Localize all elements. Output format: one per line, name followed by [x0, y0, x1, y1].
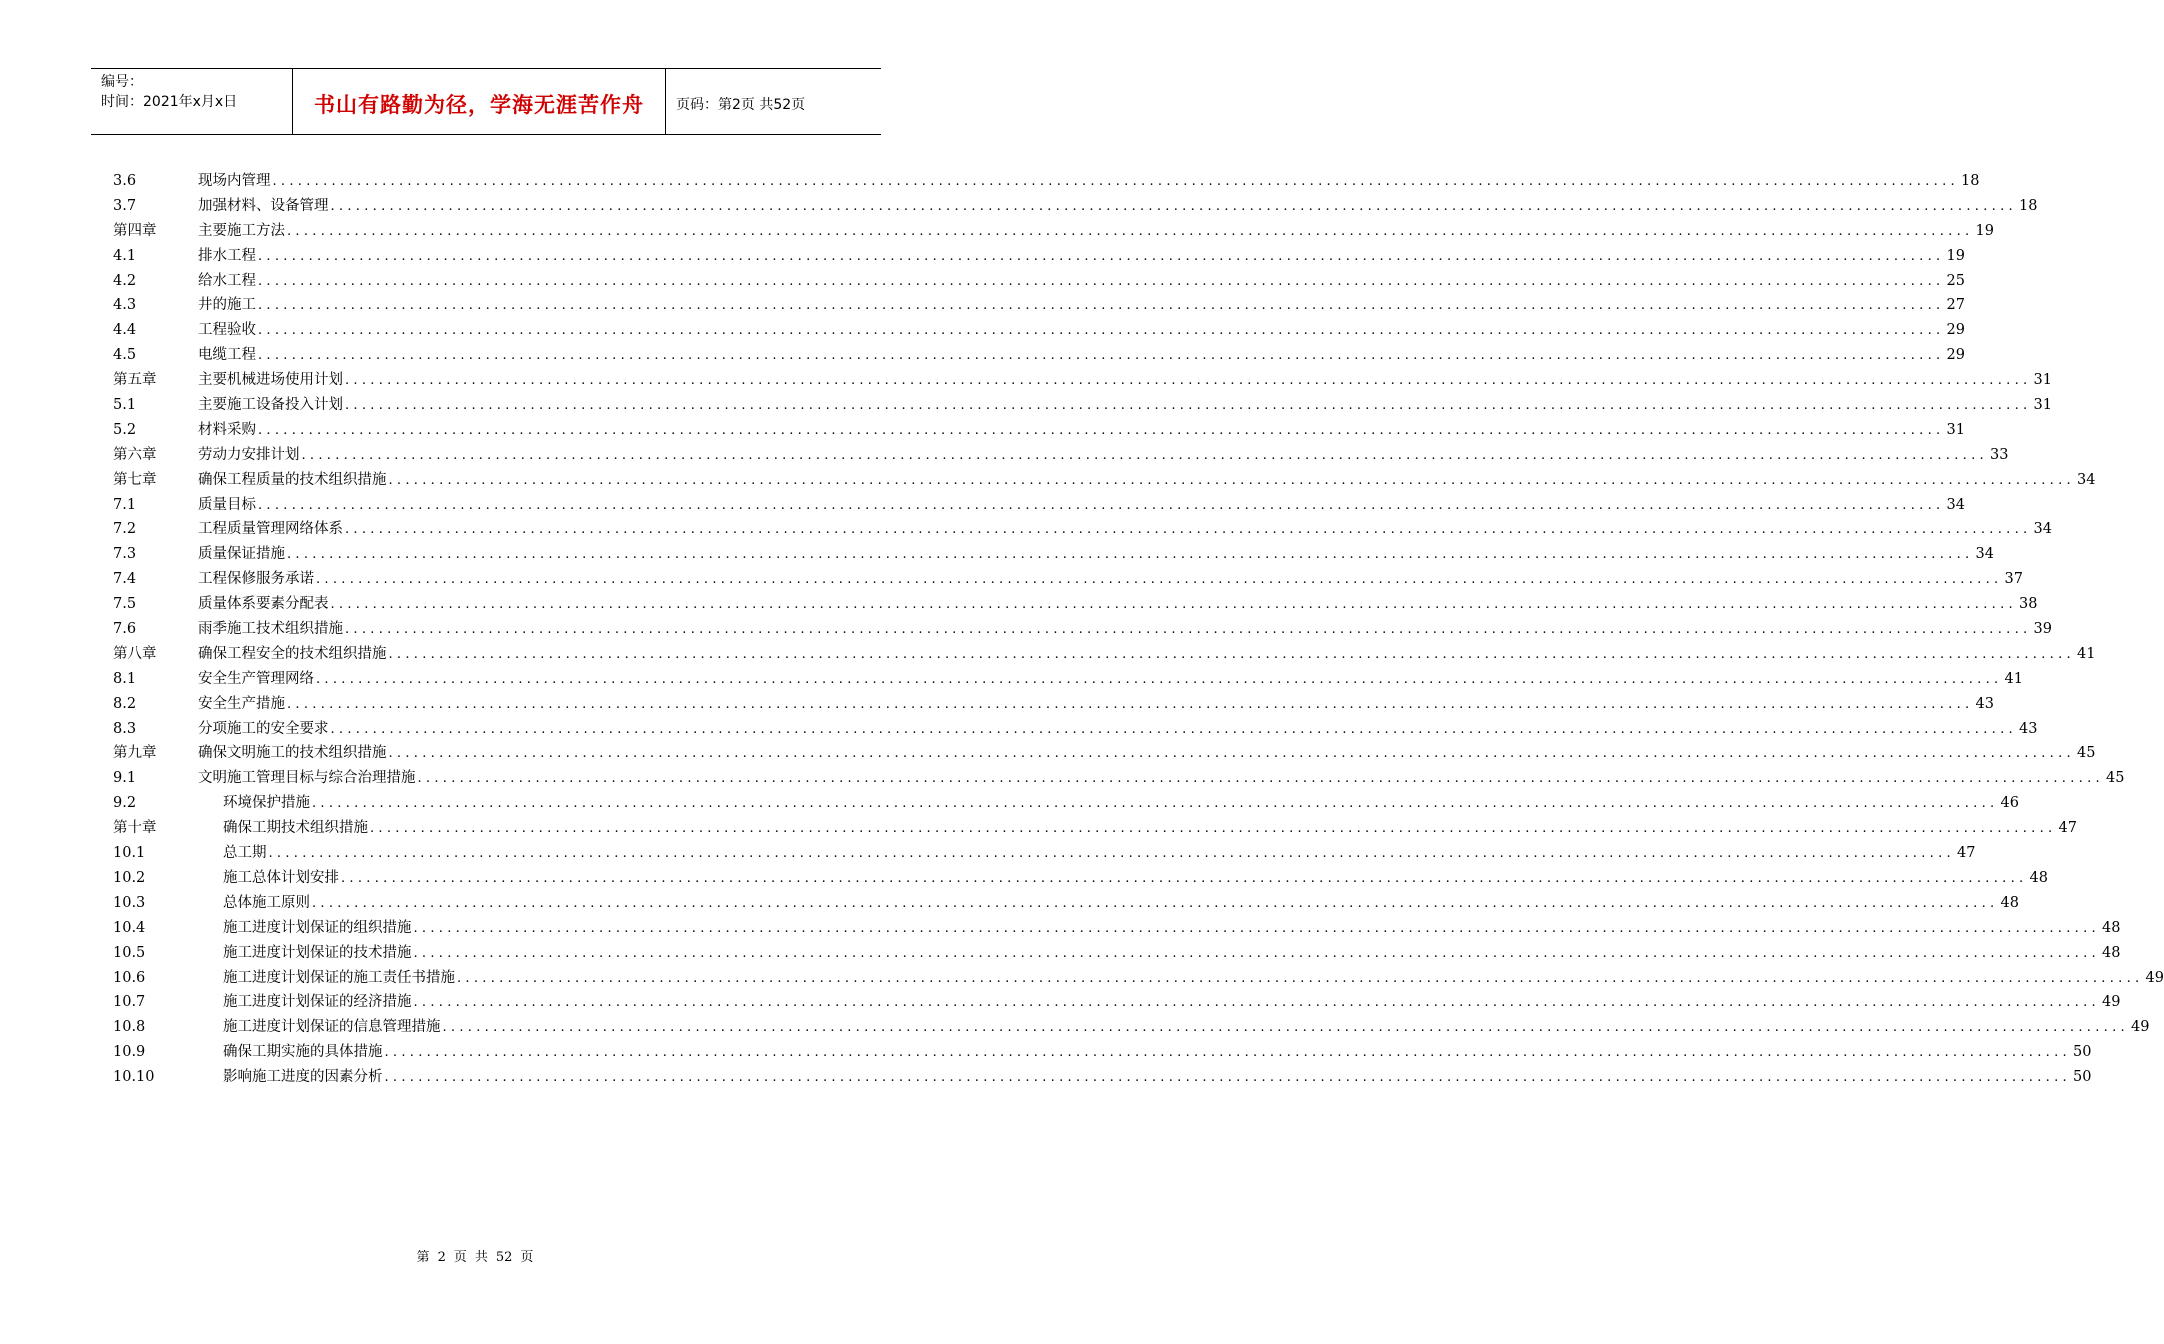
- toc-leader-dots: ........................................................................................................................................................................................................: [330, 721, 2017, 737]
- toc-leader-dots: ........................................................................................................................................................................................................: [272, 174, 1959, 189]
- toc-entry: [198, 643, 2096, 666]
- toc-title: 总工期: [223, 845, 267, 862]
- toc-entry: [198, 344, 1965, 367]
- toc-number: 第七章: [113, 471, 157, 488]
- toc-number: 第十章: [113, 820, 157, 837]
- toc-page-number: 49: [2130, 1019, 2150, 1036]
- toc-page-number: 37: [2004, 571, 2023, 588]
- toc-number: 8.2: [113, 695, 137, 712]
- toc-leader-dots: ........................................................................................................................................................................................................: [312, 796, 1999, 812]
- footer-page-number: 2: [437, 1250, 446, 1265]
- toc-leader-dots: ........................................................................................................................................................................................................: [258, 298, 1945, 314]
- toc-number: 4.5: [113, 347, 137, 364]
- toc-number: 4.1: [113, 247, 137, 264]
- toc-entry: [198, 419, 1965, 442]
- toc-entry: [223, 917, 2121, 940]
- toc-page-number: 41: [2004, 670, 2023, 687]
- toc-entry: [198, 170, 1980, 193]
- footer-total-pages: 52: [495, 1250, 513, 1265]
- header-info-cell: [91, 69, 293, 134]
- toc-entry: [198, 469, 2096, 492]
- toc-number: 第八章: [113, 645, 157, 662]
- toc-title: 工程质量管理网络体系: [198, 521, 343, 538]
- toc-leader-dots: ........................................................................................................................................................................................................: [413, 920, 2100, 936]
- toc-title: 施工进度计划保证的信息管理措施: [223, 1019, 441, 1036]
- toc-entry: [223, 942, 2121, 965]
- toc-row[interactable]: [113, 792, 2019, 817]
- toc-page-number: 46: [2000, 795, 2019, 812]
- toc-leader-dots: ........................................................................................................................................................................................................: [316, 572, 2003, 588]
- toc-entry: [198, 543, 1994, 566]
- toc-title: 分项施工的安全要求: [198, 720, 329, 737]
- toc-entry: [223, 1066, 2092, 1089]
- toc-leader-dots: ........................................................................................................................................................................................................: [388, 472, 2075, 488]
- toc-page-number: 39: [2033, 621, 2052, 638]
- toc-title: 劳动力安排计划: [198, 446, 300, 463]
- toc-title: 确保工期实施的具体措施: [223, 1044, 383, 1061]
- toc-title: 工程保修服务承诺: [198, 571, 314, 588]
- toc-leader-dots: ........................................................................................................................................................................................................: [345, 398, 2032, 414]
- toc-entry: [198, 245, 1965, 268]
- toc-row[interactable]: [113, 942, 2121, 967]
- toc-page-number: 29: [1946, 347, 1965, 364]
- toc-page-number: 33: [1989, 446, 2009, 463]
- toc-entry: [223, 991, 2121, 1014]
- toc-leader-dots: ........................................................................................................................................................................................................: [388, 646, 2075, 662]
- doc-code-label: 编号：: [101, 74, 143, 90]
- toc-row[interactable]: [113, 469, 2096, 494]
- toc-title: 井的施工: [198, 297, 256, 314]
- toc-number: 第五章: [113, 372, 157, 389]
- toc-row[interactable]: [113, 693, 1994, 718]
- toc-page-number: 18: [2018, 197, 2038, 214]
- footer-ye: 页: [453, 1250, 467, 1265]
- toc-title: 材料采购: [198, 421, 256, 438]
- toc-number: 5.2: [113, 421, 137, 438]
- page-footer: [0, 1246, 950, 1265]
- toc-number: 3.7: [113, 197, 137, 214]
- toc-page-number: 38: [2018, 596, 2038, 613]
- toc-entry: [223, 967, 2164, 990]
- toc-title: 确保工程质量的技术组织措施: [198, 471, 387, 488]
- toc-number: 7.4: [113, 571, 137, 588]
- toc-row[interactable]: [113, 767, 2125, 792]
- toc-entry: [198, 369, 2052, 392]
- toc-entry: [223, 892, 2019, 915]
- toc-entry: [198, 294, 1965, 317]
- table-of-contents: [113, 170, 2164, 1091]
- toc-row[interactable]: [113, 319, 1965, 344]
- toc-row[interactable]: [113, 643, 2096, 668]
- toc-leader-dots: ........................................................................................................................................................................................................: [413, 945, 2100, 961]
- toc-page-number: 43: [2018, 720, 2038, 737]
- toc-leader-dots: ........................................................................................................................................................................................................: [384, 1045, 2071, 1061]
- toc-entry: [198, 394, 2052, 417]
- toc-page-number: 31: [2033, 397, 2052, 414]
- toc-entry: [198, 319, 1965, 342]
- toc-page-number: 49: [2101, 994, 2121, 1011]
- toc-page-number: 43: [1975, 695, 1994, 712]
- toc-page-number: 19: [1946, 247, 1965, 264]
- toc-entry: [198, 718, 2038, 741]
- toc-page-number: 25: [1946, 272, 1965, 289]
- toc-title: 质量保证措施: [198, 546, 285, 563]
- toc-page-number: 50: [2072, 1044, 2092, 1061]
- toc-row[interactable]: [113, 344, 1965, 369]
- toc-entry: [198, 742, 2096, 765]
- toc-leader-dots: ........................................................................................................................................................................................................: [287, 547, 1974, 563]
- toc-title: 工程验收: [198, 322, 256, 339]
- toc-entry: [198, 518, 2052, 541]
- toc-entry: [198, 693, 1994, 716]
- toc-leader-dots: ........................................................................................................................................................................................................: [345, 622, 2032, 638]
- toc-leader-dots: ........................................................................................................................................................................................................: [413, 995, 2100, 1011]
- toc-row[interactable]: [113, 543, 1994, 568]
- toc-entry: [198, 668, 2023, 691]
- toc-number: 10.7: [113, 994, 146, 1011]
- header-page-cell: [666, 69, 881, 134]
- toc-number: 10.3: [113, 894, 146, 911]
- toc-row[interactable]: [113, 867, 2048, 892]
- toc-entry: [198, 593, 2038, 616]
- toc-page-number: 45: [2076, 745, 2096, 762]
- toc-page-number: 29: [1946, 322, 1965, 339]
- toc-title: 施工进度计划保证的施工责任书措施: [223, 969, 455, 986]
- toc-number: 8.1: [113, 670, 137, 687]
- toc-title: 加强材料、设备管理: [198, 197, 329, 214]
- toc-title: 主要施工方法: [198, 222, 285, 239]
- toc-entry: [198, 195, 2038, 218]
- toc-entry: [223, 842, 1976, 865]
- toc-row[interactable]: [113, 270, 1965, 295]
- toc-entry: [198, 767, 2125, 790]
- toc-row[interactable]: [113, 917, 2121, 942]
- toc-page-number: 34: [2033, 521, 2052, 538]
- toc-row[interactable]: [113, 394, 2052, 419]
- toc-title: 质量目标: [198, 496, 256, 513]
- toc-number: 第九章: [113, 745, 157, 762]
- toc-entry: [198, 220, 1994, 243]
- toc-title: 确保文明施工的技术组织措施: [198, 745, 387, 762]
- toc-leader-dots: ........................................................................................................................................................................................................: [370, 821, 2057, 837]
- toc-number: 7.5: [113, 596, 137, 613]
- toc-row[interactable]: [113, 967, 2164, 992]
- toc-row[interactable]: [113, 1066, 2092, 1091]
- toc-title: 质量体系要素分配表: [198, 596, 329, 613]
- toc-page-number: 34: [1975, 546, 1994, 563]
- toc-title: 安全生产管理网络: [198, 670, 314, 687]
- toc-page-number: 48: [2101, 919, 2121, 936]
- toc-number: 9.1: [113, 770, 137, 787]
- toc-leader-dots: ........................................................................................................................................................................................................: [258, 348, 1945, 364]
- toc-number: 4.2: [113, 272, 137, 289]
- toc-leader-dots: ........................................................................................................................................................................................................: [258, 422, 1945, 438]
- toc-page-number: 27: [1946, 297, 1965, 314]
- toc-row[interactable]: [113, 618, 2052, 643]
- toc-entry: [198, 270, 1965, 293]
- toc-leader-dots: ........................................................................................................................................................................................................: [345, 373, 2032, 389]
- toc-page-number: 47: [2058, 820, 2077, 837]
- toc-page-number: 50: [2072, 1069, 2092, 1086]
- toc-row[interactable]: [113, 668, 2023, 693]
- toc-title: 电缆工程: [198, 347, 256, 364]
- toc-title: 环境保护措施: [223, 795, 310, 812]
- toc-number: 10.2: [113, 869, 146, 886]
- toc-row[interactable]: [113, 518, 2052, 543]
- toc-number: 10.9: [113, 1044, 146, 1061]
- toc-leader-dots: ........................................................................................................................................................................................................: [457, 970, 2144, 986]
- toc-row[interactable]: [113, 593, 2038, 618]
- toc-number: 8.3: [113, 720, 137, 737]
- toc-title: 施工总体计划安排: [223, 869, 339, 886]
- doc-time-label: 时间：2021年x月x日: [101, 94, 238, 110]
- toc-page-number: 18: [1960, 173, 1980, 189]
- toc-number: 10.8: [113, 1019, 146, 1036]
- toc-number: 4.3: [113, 297, 137, 314]
- toc-page-number: 31: [1946, 421, 1965, 438]
- toc-row[interactable]: [113, 170, 1980, 195]
- toc-leader-dots: ........................................................................................................................................................................................................: [442, 1020, 2129, 1036]
- toc-row[interactable]: [113, 444, 2009, 469]
- toc-entry: [198, 618, 2052, 641]
- toc-title: 主要施工设备投入计划: [198, 397, 343, 414]
- toc-row[interactable]: [113, 220, 1994, 245]
- toc-leader-dots: ........................................................................................................................................................................................................: [258, 273, 1945, 289]
- toc-title: 安全生产措施: [198, 695, 285, 712]
- toc-page-number: 48: [2000, 894, 2019, 911]
- header-page-label: 页码：第2页 共52页: [676, 97, 806, 113]
- toc-number: 7.3: [113, 546, 137, 563]
- toc-leader-dots: ........................................................................................................................................................................................................: [268, 846, 1955, 862]
- toc-leader-dots: ........................................................................................................................................................................................................: [330, 198, 2017, 214]
- toc-number: 3.6: [113, 173, 137, 189]
- toc-number: 5.1: [113, 397, 137, 414]
- toc-page-number: 48: [2029, 869, 2048, 886]
- toc-row[interactable]: [113, 1041, 2092, 1066]
- footer-di: 第: [416, 1250, 430, 1265]
- toc-row[interactable]: [113, 892, 2019, 917]
- toc-title: 雨季施工技术组织措施: [198, 621, 343, 638]
- toc-number: 7.2: [113, 521, 137, 538]
- toc-number: 10.4: [113, 919, 146, 936]
- toc-leader-dots: ........................................................................................................................................................................................................: [258, 497, 1945, 513]
- toc-row[interactable]: [113, 419, 1965, 444]
- toc-page-number: 48: [2101, 944, 2121, 961]
- toc-leader-dots: ........................................................................................................................................................................................................: [341, 870, 2028, 886]
- toc-leader-dots: ........................................................................................................................................................................................................: [312, 895, 1999, 911]
- toc-number: 第四章: [113, 222, 157, 239]
- toc-row[interactable]: [113, 1016, 2150, 1041]
- toc-number: 10.10: [113, 1069, 155, 1086]
- toc-page-number: 49: [2145, 969, 2164, 986]
- toc-page-number: 31: [2033, 372, 2052, 389]
- toc-leader-dots: ........................................................................................................................................................................................................: [258, 248, 1945, 264]
- toc-title: 总体施工原则: [223, 894, 310, 911]
- toc-leader-dots: ........................................................................................................................................................................................................: [301, 447, 1988, 463]
- toc-page-number: 47: [1956, 845, 1976, 862]
- toc-title: 施工进度计划保证的技术措施: [223, 944, 412, 961]
- toc-leader-dots: ........................................................................................................................................................................................................: [388, 746, 2075, 762]
- toc-leader-dots: ........................................................................................................................................................................................................: [417, 771, 2104, 787]
- toc-row[interactable]: [113, 718, 2038, 743]
- toc-number: 7.6: [113, 621, 137, 638]
- toc-leader-dots: ........................................................................................................................................................................................................: [287, 223, 1974, 239]
- toc-number: 10.1: [113, 845, 146, 862]
- toc-leader-dots: ........................................................................................................................................................................................................: [258, 323, 1945, 339]
- toc-entry: [198, 568, 2023, 591]
- toc-page-number: 41: [2076, 645, 2096, 662]
- toc-row[interactable]: [113, 742, 2096, 767]
- toc-title: 确保工程安全的技术组织措施: [198, 645, 387, 662]
- toc-row[interactable]: [113, 294, 1965, 319]
- toc-number: 9.2: [113, 795, 137, 812]
- toc-page-number: 34: [2076, 471, 2096, 488]
- toc-title: 文明施工管理目标与综合治理措施: [198, 770, 416, 787]
- toc-number: 10.6: [113, 969, 146, 986]
- toc-entry: [223, 1041, 2092, 1064]
- toc-row[interactable]: [113, 991, 2121, 1016]
- toc-row[interactable]: [113, 195, 2038, 220]
- toc-row[interactable]: [113, 568, 2023, 593]
- toc-row[interactable]: [113, 842, 1976, 867]
- toc-title: 排水工程: [198, 247, 256, 264]
- toc-entry: [223, 792, 2019, 815]
- toc-leader-dots: ........................................................................................................................................................................................................: [384, 1070, 2071, 1086]
- toc-row[interactable]: [113, 245, 1965, 270]
- toc-title: 施工进度计划保证的经济措施: [223, 994, 412, 1011]
- header-motto: 书山有路勤为径，学海无涯苦作舟: [314, 93, 644, 117]
- toc-entry: [223, 867, 2048, 890]
- toc-entry: [223, 817, 2077, 840]
- toc-row[interactable]: [113, 817, 2077, 842]
- toc-title: 给水工程: [198, 272, 256, 289]
- toc-leader-dots: ........................................................................................................................................................................................................: [330, 597, 2017, 613]
- toc-number: 7.1: [113, 496, 137, 513]
- toc-number: 4.4: [113, 322, 137, 339]
- toc-row[interactable]: [113, 369, 2052, 394]
- toc-page-number: 45: [2105, 770, 2125, 787]
- header-motto-cell: [293, 69, 666, 134]
- footer-ye2: 页: [520, 1250, 534, 1265]
- toc-title: 现场内管理: [198, 173, 271, 189]
- toc-row[interactable]: [113, 494, 1965, 519]
- toc-entry: [223, 1016, 2150, 1039]
- toc-title: 主要机械进场使用计划: [198, 372, 343, 389]
- toc-title: 确保工期技术组织措施: [223, 820, 368, 837]
- toc-entry: [198, 494, 1965, 517]
- toc-page-number: 19: [1975, 222, 1994, 239]
- toc-title: 施工进度计划保证的组织措施: [223, 919, 412, 936]
- toc-leader-dots: ........................................................................................................................................................................................................: [287, 696, 1974, 712]
- toc-number: 10.5: [113, 944, 146, 961]
- page-header: [91, 68, 881, 135]
- footer-gong: 共: [474, 1250, 488, 1265]
- toc-page-number: 34: [1946, 496, 1965, 513]
- toc-leader-dots: ........................................................................................................................................................................................................: [345, 522, 2032, 538]
- toc-entry: [198, 444, 2009, 467]
- toc-leader-dots: ........................................................................................................................................................................................................: [316, 671, 2003, 687]
- toc-title: 影响施工进度的因素分析: [223, 1069, 383, 1086]
- toc-number: 第六章: [113, 446, 157, 463]
